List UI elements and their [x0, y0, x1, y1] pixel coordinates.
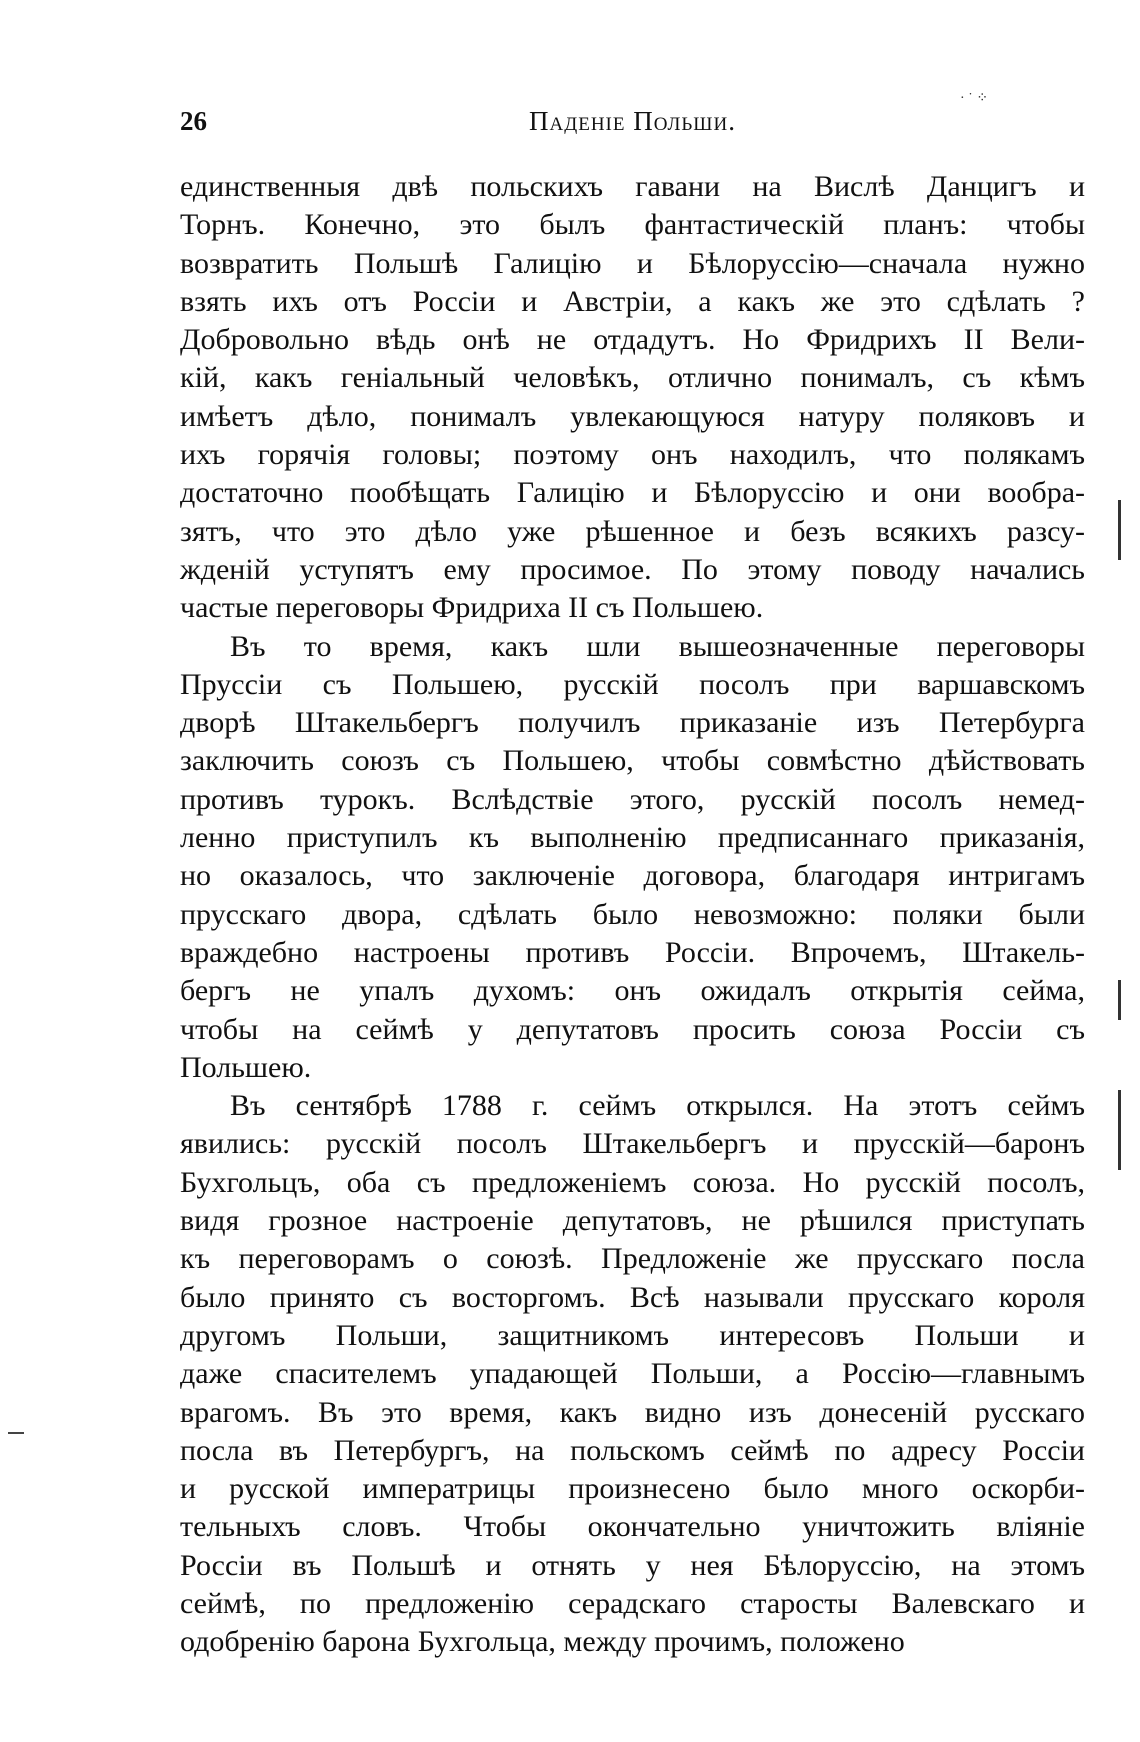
text-line: Польшею.: [180, 1050, 312, 1084]
paragraph: [180, 628, 1085, 1088]
text-line: Россіи въ Польшѣ и отнять у нея Бѣлоруссію, на этомъ: [180, 1548, 1085, 1582]
text-line: ленно приступилъ къ выполненію предписаннаго приказанія,: [180, 821, 1085, 855]
text-line: Въ то время, какъ шли вышеозначенные переговоры: [230, 629, 1085, 663]
text-line: даже спасителемъ упадающей Польши, а Россію—главнымъ: [180, 1357, 1085, 1391]
paragraph: [180, 168, 1085, 628]
text-line: Бухгольцъ, оба съ предложеніемъ союза. Но русскій посолъ,: [180, 1165, 1085, 1199]
text-line: посла въ Петербургъ, на польскомъ сеймѣ по адресу Россіи: [180, 1433, 1085, 1467]
running-title: Паденіе Польши.: [529, 106, 736, 136]
text-line: другомъ Польши, защитникомъ интересовъ Польши и: [180, 1318, 1085, 1352]
text-line: кій, какъ геніальный человѣкъ, отлично понималъ, съ кѣмъ: [180, 361, 1085, 395]
page-number: 26: [180, 106, 207, 136]
scan-edge-mark: [1118, 500, 1121, 560]
text-line: Пруссіи съ Польшею, русскій посолъ при варшавскомъ: [180, 667, 1085, 701]
text-line: Въ сентябрѣ 1788 г. сеймъ открылся. На этотъ сеймъ: [230, 1089, 1085, 1123]
text-line: къ переговорамъ о союзѣ. Предложеніе же прусскаго посла: [180, 1242, 1085, 1276]
text-line: единственныя двѣ польскихъ гавани на Вислѣ Данцигъ и: [180, 170, 1085, 203]
text-line: прусскаго двора, сдѣлать было невозможно: поляки были: [180, 897, 1085, 931]
text-line: бергъ не упалъ духомъ: онъ ожидалъ открытія сейма,: [180, 974, 1085, 1008]
page-header: [180, 106, 1085, 146]
text-line: противъ турокъ. Вслѣдствіе этого, русскій посолъ немед-: [180, 782, 1085, 816]
text-line: зятъ, что это дѣло уже рѣшенное и безъ всякихъ разсу-: [180, 514, 1085, 548]
text-line: сеймѣ, по предложенію серадскаго старосты Валевскаго и: [180, 1586, 1085, 1620]
text-line: имѣетъ дѣло, понималъ увлекающуюся натуру поляковъ и: [180, 399, 1085, 433]
text-line: враждебно настроены противъ Россіи. Впрочемъ, Штакель-: [180, 935, 1085, 969]
text-line: Торнъ. Конечно, это былъ фантастическій планъ: чтобы: [180, 208, 1085, 242]
text-line: достаточно пообѣщать Галицію и Бѣлоруссію и они вообра-: [180, 476, 1085, 510]
text-line: одобренію барона Бухгольца, между прочимъ, положено: [180, 1625, 905, 1659]
text-line: заключить союзъ съ Польшею, чтобы совмѣстно дѣйствовать: [180, 744, 1085, 778]
text-line: было принято съ восторгомъ. Всѣ называли прусскаго короля: [180, 1280, 1085, 1314]
text-line: чтобы на сеймѣ у депутатовъ просить союза Россіи съ: [180, 1012, 1085, 1046]
text-line: взять ихъ отъ Россіи и Австріи, а какъ же это сдѣлать ?: [180, 284, 1085, 318]
text-line: врагомъ. Въ это время, какъ видно изъ донесеній русскаго: [180, 1395, 1085, 1429]
paragraph: [180, 1087, 1085, 1661]
text-line: явились: русскій посолъ Штакельбергъ и прусскій—баронъ: [180, 1127, 1085, 1161]
print-specks: · ˙ ⁘: [960, 91, 989, 106]
text-line: ихъ горячія головы; поэтому онъ находилъ, что полякамъ: [180, 438, 1085, 472]
text-line: Добровольно вѣдь онѣ не отдадутъ. Но Фридрихъ II Вели-: [180, 323, 1085, 357]
text-line: и русской императрицы произнесено было много оскорби-: [180, 1472, 1085, 1506]
body-text: [180, 168, 1085, 1662]
text-line: возвратить Польшѣ Галицію и Бѣлоруссію—сначала нужно: [180, 246, 1085, 280]
scan-margin-dash: [8, 1432, 24, 1434]
text-line: видя грозное настроеніе депутатовъ, не рѣшился приступать: [180, 1204, 1085, 1238]
text-line: но оказалось, что заключеніе договора, благодаря интригамъ: [180, 859, 1085, 893]
text-line: жденій уступятъ ему просимое. По этому поводу начались: [180, 552, 1085, 586]
scan-edge-mark: [1118, 980, 1121, 1020]
text-line: тельныхъ словъ. Чтобы окончательно уничтожить вліяніе: [180, 1510, 1085, 1544]
scan-edge-mark: [1118, 1090, 1121, 1170]
text-line: частые переговоры Фридриха II съ Польшею.: [180, 591, 764, 625]
text-line: дворѣ Штакельбергъ получилъ приказаніе изъ Петербурга: [180, 706, 1085, 740]
